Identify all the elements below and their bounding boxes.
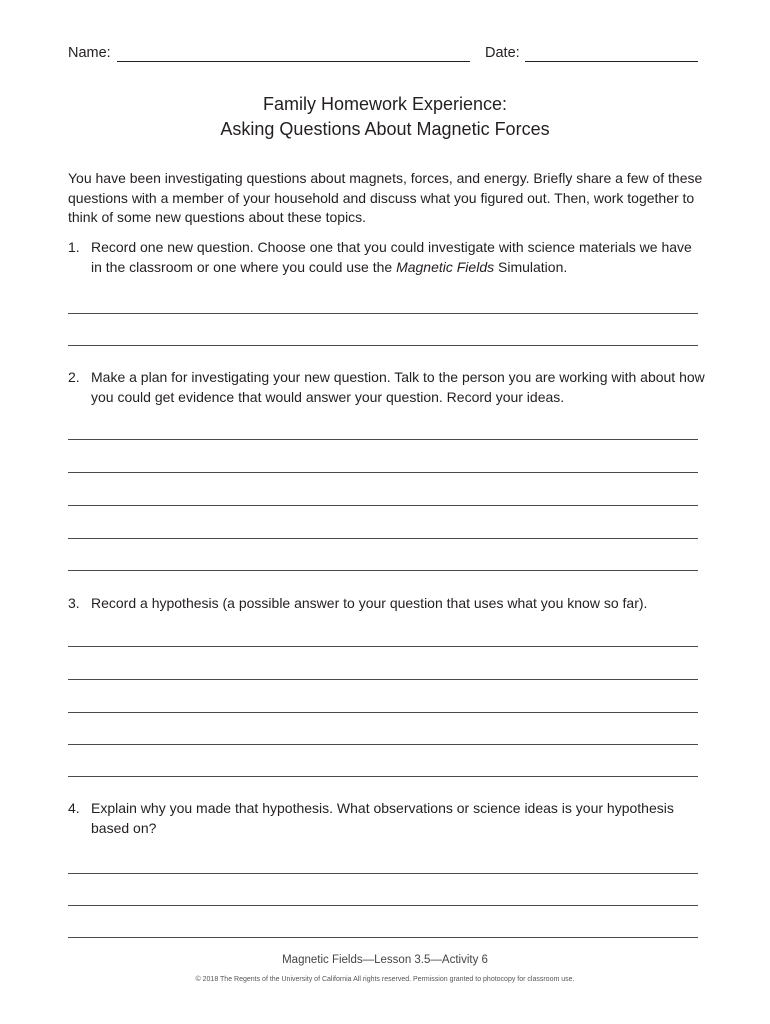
question-1-italic: Magnetic Fields — [396, 258, 495, 275]
intro-paragraph: You have been investigating questions about magnets, forces, and energy. Briefly share a few of these questions with a member of your household and discuss what you figured out. Then, work together to think of some new questions about these topics. — [68, 170, 703, 225]
question-4-text: Explain why you made that hypothesis. What observations or science ideas is your hypothesis based on? — [91, 800, 674, 836]
answer-line[interactable] — [68, 505, 698, 506]
answer-line[interactable] — [68, 439, 698, 440]
answer-line[interactable] — [68, 776, 698, 777]
question-1-text: Record one new question. Choose one that you could investigate with science materials we have in the classroom or one where you could use the Magnetic Fields Simulation. — [91, 239, 692, 275]
answer-line[interactable] — [68, 679, 698, 680]
answer-line[interactable] — [68, 538, 698, 539]
question-3-text: Record a hypothesis (a possible answer to your question that uses what you know so far). — [91, 595, 648, 611]
answer-line[interactable] — [68, 646, 698, 647]
question-2-number: 2. — [68, 369, 80, 385]
answer-line[interactable] — [68, 472, 698, 473]
question-1-number: 1. — [68, 239, 80, 255]
answer-line[interactable] — [68, 744, 698, 745]
answer-line[interactable] — [68, 570, 698, 571]
answer-line[interactable] — [68, 937, 698, 938]
question-3-number: 3. — [68, 595, 80, 611]
date-label: Date: — [485, 45, 520, 61]
answer-line[interactable] — [68, 905, 698, 906]
answer-line[interactable] — [68, 345, 698, 346]
answer-line[interactable] — [68, 313, 698, 314]
answer-line[interactable] — [68, 712, 698, 713]
title-line-2: Asking Questions About Magnetic Forces — [220, 119, 550, 139]
footer-copyright: © 2018 The Regents of the University of California All rights reserved. Permission granted to photocopy for classroom use. — [195, 976, 575, 983]
question-4-number: 4. — [68, 800, 80, 816]
question-2-text: Make a plan for investigating your new question. Talk to the person you are working with about how you could get evidence that would answer your question. Record your ideas. — [91, 369, 705, 405]
date-field[interactable] — [525, 61, 698, 62]
footer-lesson: Magnetic Fields—Lesson 3.5—Activity 6 — [282, 954, 488, 966]
name-field[interactable] — [117, 61, 470, 62]
answer-line[interactable] — [68, 873, 698, 874]
title-line-1: Family Homework Experience: — [262, 94, 508, 114]
name-label: Name: — [68, 45, 111, 61]
